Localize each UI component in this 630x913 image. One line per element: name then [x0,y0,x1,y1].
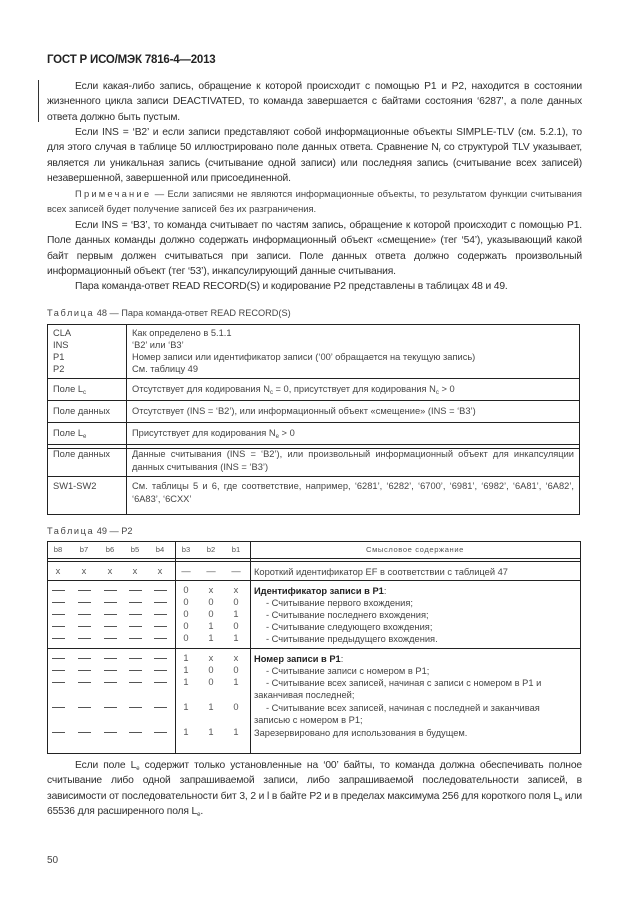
bit-value: 0 [233,597,239,607]
bit-dash [49,653,67,663]
bit-dash [49,727,67,737]
table-row: Поле данных Данные считывания (INS = ‘B2’), или произвольный информационный объект для инкапсуляции данных считывания (INS = ‘B3’) [48,445,580,477]
bit-dash [49,665,67,675]
bit-value: 0 [233,621,239,631]
header-b3: b3 [181,545,191,554]
bit-dash [126,665,144,675]
bit-value: x [233,585,239,595]
bit-dash [49,621,67,631]
bit-value: 1 [183,653,189,663]
bit-dash [126,653,144,663]
bit-dash [151,621,169,631]
bit-value: x [208,585,214,595]
bit-dash [75,633,93,643]
bit-dash [75,597,93,607]
group-2-title: Номер записи в P1: [254,654,344,664]
paragraph-le-field: Если поле $L_e$ содержит только установленные на ‘00’ байты, то команда должна обеспечивать полное считывание либо одной запрашиваемой записи, либо запрашиваемой последовательности записей, в зависимости от последовательности бит 3, 2 и l в байте P2 и в пределах максимума 256 для короткого поля $L_e$ или 65536 для расширенного поля $L_e$. [47,760,582,818]
bit-value: 1 [183,665,189,675]
bit-dash [151,633,169,643]
bit-value: 0 [208,677,214,687]
table-49-caption: Таблица 49 — P2 [47,526,133,536]
header-b8: b8 [53,545,63,554]
bit-dash [75,677,93,687]
bit-dash [101,702,119,712]
bit-dash [75,665,93,675]
bit-dash [151,677,169,687]
header-b4: b4 [155,545,165,554]
bit-dash [151,653,169,663]
bit-dash [75,609,93,619]
bit-dash [151,702,169,712]
paragraph-deactivated: Если какая-либо запись, обращение к которой происходит с помощью P1 и P2, находится в состоянии жизненного цикла записи DEACTIVATED, то команда завершается с байтами состояния ‘6287’, а поле данных ответа должно быть пустым. [47,81,582,123]
bit-value: 0 [183,597,189,607]
bit-dash [101,585,119,595]
bit-dash [101,597,119,607]
command-fields-cell: CLA INS P1 P2 [48,325,127,379]
group-1-title: Идентификатор записи в P1: [254,586,387,596]
bit-dash [49,677,67,687]
bit-value: 1 [233,727,239,737]
paragraph-b3: Если INS = ‘B3’, то команда считывает по частям запись, обращение к которой происходит с помощью P1. Поле данных команды должно содержать информационный объект «смещение» (тег ‘54’), указывающий какой байт первым должен считываться при записи. Поле данных ответа должно содержать произвольный информационный объект (тег ‘53’), инкапсулирующий данные считывания. [47,220,582,277]
header-b6: b6 [105,545,115,554]
note: Примечание — Если записями не являются информационные объекты, то результатом функции считывания всех записей будет получение записей без их разграничения. [47,188,582,214]
table-49: b8 b7 b6 b5 b4 b3 b2 b1 Смысловое содержание x x x x x — — — Короткий идентификатор EF в соответствии с таблицей 47 Идентификатор записи в P1: - Считывание первого вхождения; - Считывание последнего вхождения; - Считывание следующего вхождения; - Считывание предыдущего вхождения. Номер записи в P1: - Считывание записи с номером в P1; - Считывание всех записей, начиная с записи с номером в P1 и заканчивая последней; - Считывание всех записей, начиная с последней и заканчивая записью с номером в P1; Зарезервировано для использования в будущем. 0 x x 0 0 0 0 0 1 0 1 0 0 1 1 1 x x 1 0 0 1 0 1 1 1 0 1 1 1 [47,541,580,783]
bit-dash [75,585,93,595]
table-48-command [47,324,580,449]
bit-value: 0 [233,665,239,675]
bit-dash [126,677,144,687]
command-values-cell: Как определено в 5.1.1 ‘B2’ или ‘B3’ Номер записи или идентификатор записи (‘00’ обращается на текущую запись) См. таблицу 49 [127,325,580,379]
bit-value: 0 [233,702,239,712]
bit-dash [75,653,93,663]
bit-dash [151,585,169,595]
bit-value: 1 [208,702,214,712]
table-48-caption: Таблица 48 — Пара команда-ответ READ RECORD(S) [47,308,291,318]
header-b7: b7 [79,545,89,554]
bit-value: 1 [208,727,214,737]
bit-value: 0 [183,609,189,619]
table-row: SW1-SW2 См. таблицы 5 и 6, где соответствие, например, ‘6281’, ‘6282’, ‘6700’, ‘6981’, ‘6982’, ‘6A81’, ‘6A82’, ‘6A83’, ‘6CXX’ [48,477,580,515]
bit-dash [101,633,119,643]
paragraph-tables-ref: Пара команда-ответ READ RECORD(S) и кодирование P2 представлены в таблицах 48 и 49. [75,281,508,292]
bit-value: 1 [183,727,189,737]
bit-dash [49,585,67,595]
bit-dash [101,665,119,675]
meaning-sfi: Короткий идентификатор EF в соответствии с таблицей 47 [254,567,508,577]
bit-dash [151,665,169,675]
bit-dash [49,597,67,607]
bit-dash [101,621,119,631]
bit-dash [126,633,144,643]
bit-dash [49,702,67,712]
bit-dash [126,585,144,595]
bit-value: 1 [208,633,214,643]
bit-value: x [208,653,214,663]
bit-dash [75,702,93,712]
bit-value: 0 [183,621,189,631]
bit-dash [151,609,169,619]
change-bar [38,80,39,122]
bit-dash [126,702,144,712]
table-row: Поле данных Отсутствует (INS = ‘B2’), или информационный объект «смещение» (INS = ‘B3’) [48,401,580,423]
bit-value: 1 [233,633,239,643]
bit-dash [101,727,119,737]
bit-dash [101,677,119,687]
bit-value: x [233,653,239,663]
bit-value: 1 [233,677,239,687]
bit-value: 1 [183,702,189,712]
bit-value: 0 [208,597,214,607]
bit-dash [49,609,67,619]
bit-dash [126,727,144,737]
table-row: Поле $L_e$ Присутствует для кодирования $N_e > 0$ [48,423,580,449]
bit-dash [151,597,169,607]
header-b2: b2 [206,545,216,554]
bit-dash [49,633,67,643]
bit-value: 0 [183,633,189,643]
bit-dash [126,597,144,607]
bit-value: 1 [233,609,239,619]
table-row: Поле $L_c$ Отсутствует для кодирования $N_c = 0$, присутствует для кодирования $N_c > 0$ [48,379,580,401]
header-b5: b5 [130,545,140,554]
bit-dash [126,621,144,631]
bit-dash [126,609,144,619]
bit-value: 0 [208,609,214,619]
bit-value: 1 [208,621,214,631]
bit-value: 0 [208,665,214,675]
document-header: ГОСТ Р ИСО/МЭК 7816-4—2013 [47,54,216,66]
bit-dash [101,609,119,619]
page-number: 50 [47,855,59,866]
table-row [48,325,580,379]
note-label: Примечание [75,188,152,199]
table-48-response [47,444,580,515]
bit-value: 0 [183,585,189,595]
bit-dash [75,621,93,631]
bit-dash [101,653,119,663]
header-meaning: Смысловое содержание [366,545,464,554]
bit-dash [75,727,93,737]
bit-dash [151,727,169,737]
header-b1: b1 [231,545,241,554]
bit-value: 1 [183,677,189,687]
paragraph-simple-tlv: Если INS = ‘B2’ и если записи представляют собой информационные объекты SIMPLE-TLV (см. 5.2.1), то для этого случая в таблице 50 иллюстрировано поле данных ответа. Сравнение $N_r$ со структурой TLV указывает, является ли уникальная запись (считывание одной записи) или последняя запись (считывание всех записей) незавершенной, завершенной или присоединенной. [47,127,582,184]
